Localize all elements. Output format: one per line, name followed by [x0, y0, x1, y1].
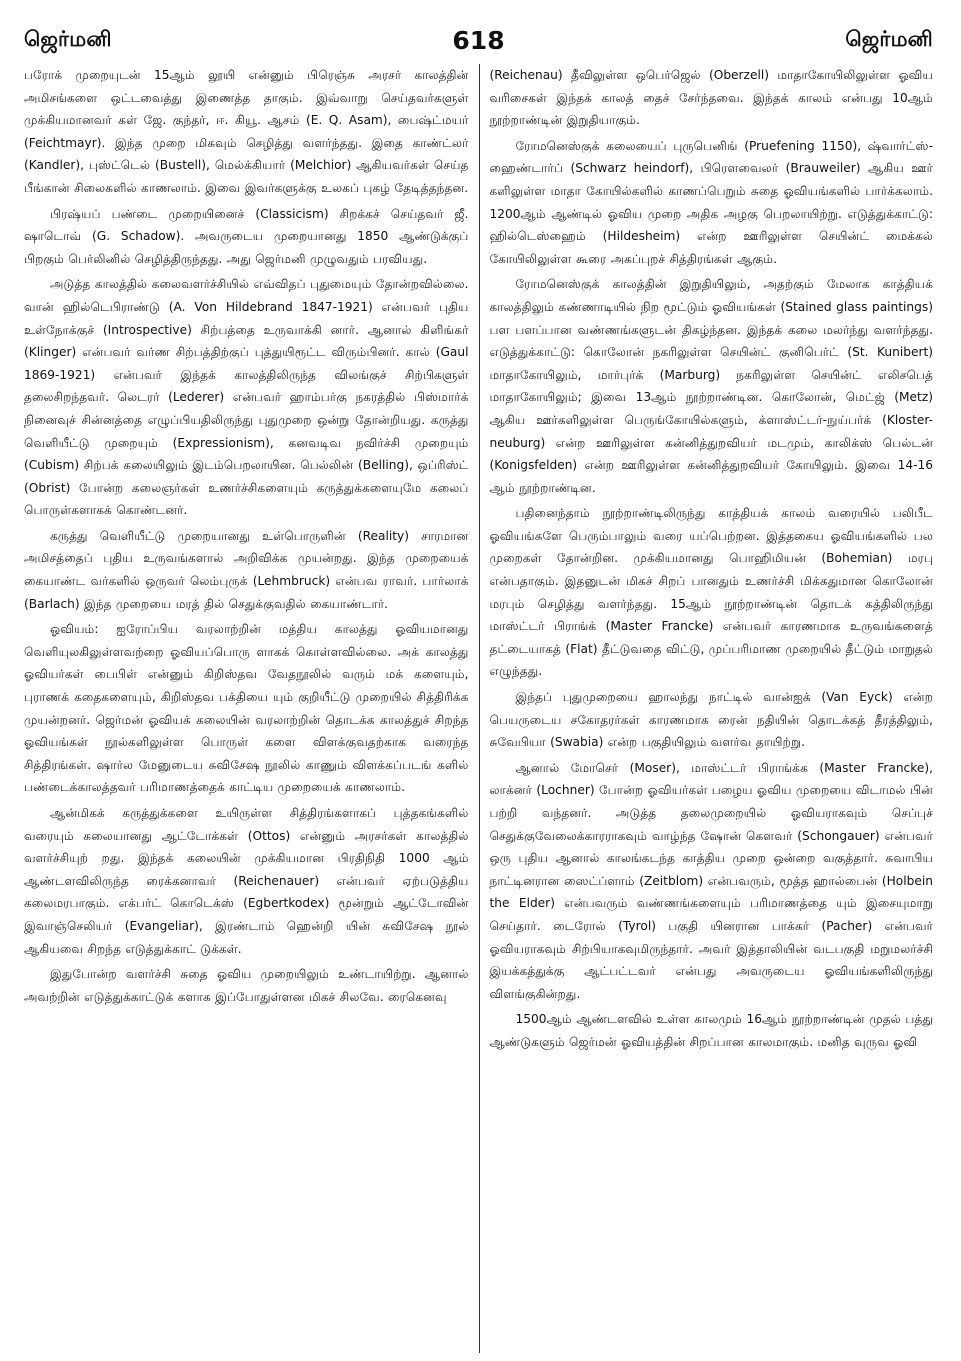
running-head-left: ஜெர்மனி	[24, 26, 112, 51]
left-column	[24, 64, 479, 1353]
text-columns	[24, 64, 933, 1353]
paragraph: ரோமனெஸ்குக் கலையைப் புருபெனிங் (Pruefening 1150), ஷ்வார்ட்ஸ்-ஹைண்டார்ப் (Schwarz heindorf), பிரௌவைலர் (Brauweiler) ஆகிய ஊர் களிலுள்ள மாதா கோயில்களில் காணப்பெறும் சுதை ஓவியங்களில் பார்க்கலாம். 1200ஆம் ஆண்டில் ஓவிய முறை அதிக அழகு பெறலாயிற்று. எடுத்துக்காட்டு: ஹில்டெஸ்ஹைம் (Hildesheim) என்ற ஊரிலுள்ள செயின்ட் மைக்கல் கோயிலிலுள்ள கூரை அகப்புறச் சித்திரங்கள் ஆகும்.	[489, 138, 933, 266]
paragraph: ஆனால் மோசெர் (Moser), மாஸ்ட்டர் பிராங்க்க (Master Francke), லாக்னர் (Lochner) போன்ற ஓவியர்கள் பழைய ஓவிய முறையை விடாமல் பின் பற்றி வந்தனர். அடுத்த தலைமுறையில் ஓவியராகவும் செப்புச் செதுக்குவேலைக்காரராகவும் வாழ்ந்த ஷோன் கௌவர் (Schongauer) என்பவர் ஒரு புதிய ஆனால் காலங்கடந்த காத்திய முறை ஒன்றை வகுத்தார். சுவாபிய நாட்டினரான ஸைட்ப்ளாம் (Zeitblom) என்பவரும், மூத்த ஹால்பைன் (Holbein the Elder) என்பவரும் வண்ணங்களையும் பரிமாணத்தை யும் இசையுமாறு செய்தார். டைரோல் (Tyrol) பகுதி யினரான பாக்கர் (Pacher) என்பவர் ஓவியராகவும் சிற்பியாகவுமிருந்தார். அவர் இத்தாலியின் வடபகுதி மறுமலர்ச்சி இயக்கத்துக்கு ஆட்பட்டவர் என்பது அவருடைய ஓவியங்களிலிருந்து விளங்குகின்றது.	[489, 760, 933, 1001]
paragraph: ரோமனெஸ்குக் காலத்தின் இறுதியிலும், அதற்கும் மேலாக காத்தியக் காலத்திலும் கண்ணாடியில் நிற மூட்டும் ஓவியங்கள் (Stained glass paintings) பள பளப்பான வண்ணங்களுடன் திகழ்ந்தன. இந்தக் கலை மலர்ந்து வளர்ந்தது. எடுத்துக்காட்டு: கொலோன் நகரிலுள்ள செயின்ட் குனிபெர்ட் (St. Kunibert) மாதாகோயிலும், மார்புர்க் (Marburg) நகரிலுள்ள செயின்ட் எலிசபெத் மாதாகோயிலும்; இவை 13ஆம் நூற்றாண்டின. கொலோன், மெட்ஜ் (Metz) ஆகிய ஊர்களிலுள்ள பெருங்கோயில்களும், க்ளாஸ்ட்டர்-நுய்பர்க் (Kloster-neuburg) என்ற ஊரிலுள்ள கன்னித்துறவியர் மடமும், காலிக்ஸ் பெல்டன் (Konigsfelden) என்ற ஊரிலுள்ள கன்னித்துறவியர் கோயிலும். இவை 14-16 ஆம் நூற்றாண்டின.	[489, 277, 933, 495]
paragraph: பதினைந்தாம் நூற்றாண்டிலிருந்து காத்தியக் காலம் வரையில் பலிபீட ஓவியங்களே பெரும்பாலும் வரை யப்பெற்றன. இத்தகைய ஓவியங்களில் பல முறைகள் தோன்றின. முக்கியமானது பொஹிமியன் (Bohemian) மரபு என்பதாகும். இதனுடன் மிகச் சிறப் பானதும் உணர்ச்சி மிக்கதுமான கொலோன் மரபும் செழித்து வளர்ந்தது. 15ஆம் நூற்றாண்டின் தொடக் கத்திலிருந்து மாஸ்ட்டர் பிராங்க் (Master Francke) என்பவர் காரணமாக உருவங்களைத் தட்டையாகத் (Flat) தீட்டுவதை விட்டு, முப்பரிமாண முறையில் தீட்டும் மாறுதல் எழுந்தது.	[489, 506, 933, 679]
paragraph: பரோக் முறையுடன் 15ஆம் லூயி என்னும் பிரெஞ்சு அரசர் காலத்தின் அமிசங்களை ஒட்டவைத்து இணைத்த தாகும். இவ்வாறு செய்தவர்களுள் முக்கியமானவர் கள் ஜே. குந்தர், ஈ. கியூ. ஆசம் (E. Q. Asam), பைஷ்ட்மயர் (Feichtmayr). இந்த முறை மிகவும் செழித்து வளர்ந்தது. இதை காண்ட்லர் (Kandler), புஸ்ட்டெல் (Bustell), மெல்க்கியார் (Melchior) ஆகியவர்கள் செய்த பீங்கான் சிலைகளில் காணலாம். இவை இவர்களுக்கு உலகப் புகழ் தேடித்தந்தன.	[24, 68, 469, 195]
running-head-right: ஜெர்மனி	[845, 26, 933, 51]
paragraph: ஓவியம்: ஐரோப்பிய வரலாற்றின் மத்திய காலத்து ஓவியமானது வெளியுலகிலுள்ளவற்றை ஓவியப்பொரு ளாகக் கொள்ளவில்லை. அக் காலத்து ஓவியர்கள் பைபிள் என்னும் கிறிஸ்தவ வேதநூலில் வரும் மக் களையும், புராணக் கதைகளையும், கிறிஸ்தவ பக்தியை யும் குறியீட்டு முறையில் சித்திரிக்க முயன்றனர். ஜெர்மன் ஓவியக் கலையின் வரலாற்றின் தொடக்க காலத்துச் சிறந்த ஓவியங்கள் நூல்களிலுள்ள பொருள் களை விளக்குவதற்காக வரைந்த சித்திரங்கள். ஷார்ல மேனுடைய சுவிசேஷ நூலில் காணும் விளக்கப்படங் களில் பண்டைக்காலத்தவர் பரிமாணத்தைக் காட்டிய முறையைக் காணலாம்.	[24, 622, 469, 795]
paragraph: இந்தப் புதுமுறையை ஹாலந்து நாட்டில் வான்ஐக் (Van Eyck) என்ற பெயருடைய சகோதரர்கள் காரணமாக ரைன் நதியின் தொடக்கத் தீரத்திலும், சுவேபியா (Swabia) என்ற பகுதியிலும் வளர்வ தாயிற்று.	[489, 690, 933, 750]
paragraph: (Reichenau) தீவிலுள்ள ஒபெர்ஜெல் (Oberzell) மாதாகோயிலிலுள்ள ஓவிய வரிசைகள் இந்தக் காலத் தைச் சேர்ந்தவை. இந்தக் காலம் என்பது 10ஆம் நூற்றாண்டின் இறுதியாகும்.	[489, 68, 933, 128]
page-number: 618	[452, 25, 505, 55]
paragraph: பிரஷ்யப் பண்டை முறையினைச் (Classicism) சிறக்கச் செய்தவர் ஜீ. ஷாடொவ் (G. Schadow). அவருடைய முறையானது 1850 ஆண்டுக்குப் பிறகும் பெர்லினில் செழித்திருந்தது. அது ஜெர்மனி முழுவதும் பரவியது.	[24, 206, 469, 266]
paragraph: கருத்து வெளியீட்டு முறையானது உள்பொருளின் (Reality) சாரமான அமிசத்தைப் புதிய உருவங்களால் அறிவிக்க முயன்றது. இந்த முறையைக் கையாண்ட வர்களில் ஒருவர் லெம்புருக் (Lehmbruck) என்பவ ராவர். பார்லாக் (Barlach) இந்த முறையை மரத் தில் செதுக்குவதில் கையாண்டார்.	[24, 528, 469, 611]
paragraph: 1500ஆம் ஆண்டளவில் உள்ள காலமும் 16ஆம் நூற்றாண்டின் முதல் பத்து ஆண்டுகளும் ஜெர்மன் ஓவியத்தின் சிறப்பான காலமாகும். மனித வுருவ ஓவி	[489, 1012, 933, 1049]
page-header	[24, 20, 933, 60]
right-column	[479, 64, 934, 1353]
paragraph: அடுத்த காலத்தில் கலைவளர்ச்சியில் எவ்விதப் புதுமையும் தோன்றவில்லை. வான் ஹில்டெபிராண்டு (A. Von Hildebrand 1847-1921) என்பவர் புதிய உள்நோக்குச் (Introspective) சிற்பத்தை உருவாக்கி னார். ஆனால் கிளிங்கர் (Klinger) என்பவர் வர்ண சிற்பத்திற்குப் புத்துயிரூட்ட விரும்பினர். கால் (Gaul 1869-1921) என்பவர் இந்தக் காலத்திலிருந்த விலங்குச் சிற்பிகளுள் தலைசிறந்தவர். லெடரர் (Lederer) என்பவர் ஹாம்பர்கு நகரத்தில் பிஸ்மார்க் நினைவுச் சின்னத்தை எழுப்பியதிலிருந்து புதுமுறை ஒன்று தோன்றியது. கருத்து வெளியீட்டு முறையும் (Expressionism), கனவடிவ நவிர்ச்சி முறையும் (Cubism) சிற்பக் கலையிலும் இடம்பெறலாயின. பெல்லின் (Belling), ஒப்ரிஸ்ட் (Obrist) போன்ற கலைஞர்கள் உணர்ச்சிகளையும் கருத்துக்களையுமே கலைப் பொருள்களாகக் கொண்டனர்.	[24, 277, 469, 518]
paragraph: இதுபோன்ற வளர்ச்சி சுதை ஓவிய முறையிலும் உண்டாயிற்று. ஆனால் அவற்றின் எடுத்துக்காட்டுக் களாக இப்போதுள்ளன மிகச் சிலவே. ரைகெனவு	[24, 967, 469, 1004]
paragraph: ஆன்மிகக் கருத்துக்களை உயிருள்ள சித்திரங்களாகப் புத்தகங்களில் வரையும் கலையானது ஆட்டோக்கள் (Ottos) என்னும் அரசர்கள் காலத்தில் வளர்ச்சியுற் றது. இந்தக் கலையின் முக்கியமான பிரதிநிதி 1000 ஆம் ஆண்டளவிலிருந்த ரைக்கனாவர் (Reichenauer) என்பவர் ஏற்படுத்திய கலைமரபாகும். எக்பர்ட் கொடெக்ஸ் (Egbertkodex) மூன்றும் ஆட்டோவின் இவாஞ்செலியர் (Evangeliar), இரண்டாம் ஹென்றி யின் சுவிசேஷ நூல் ஆகியவை சிறந்த எடுத்துக்காட் டுக்கள்.	[24, 806, 469, 956]
